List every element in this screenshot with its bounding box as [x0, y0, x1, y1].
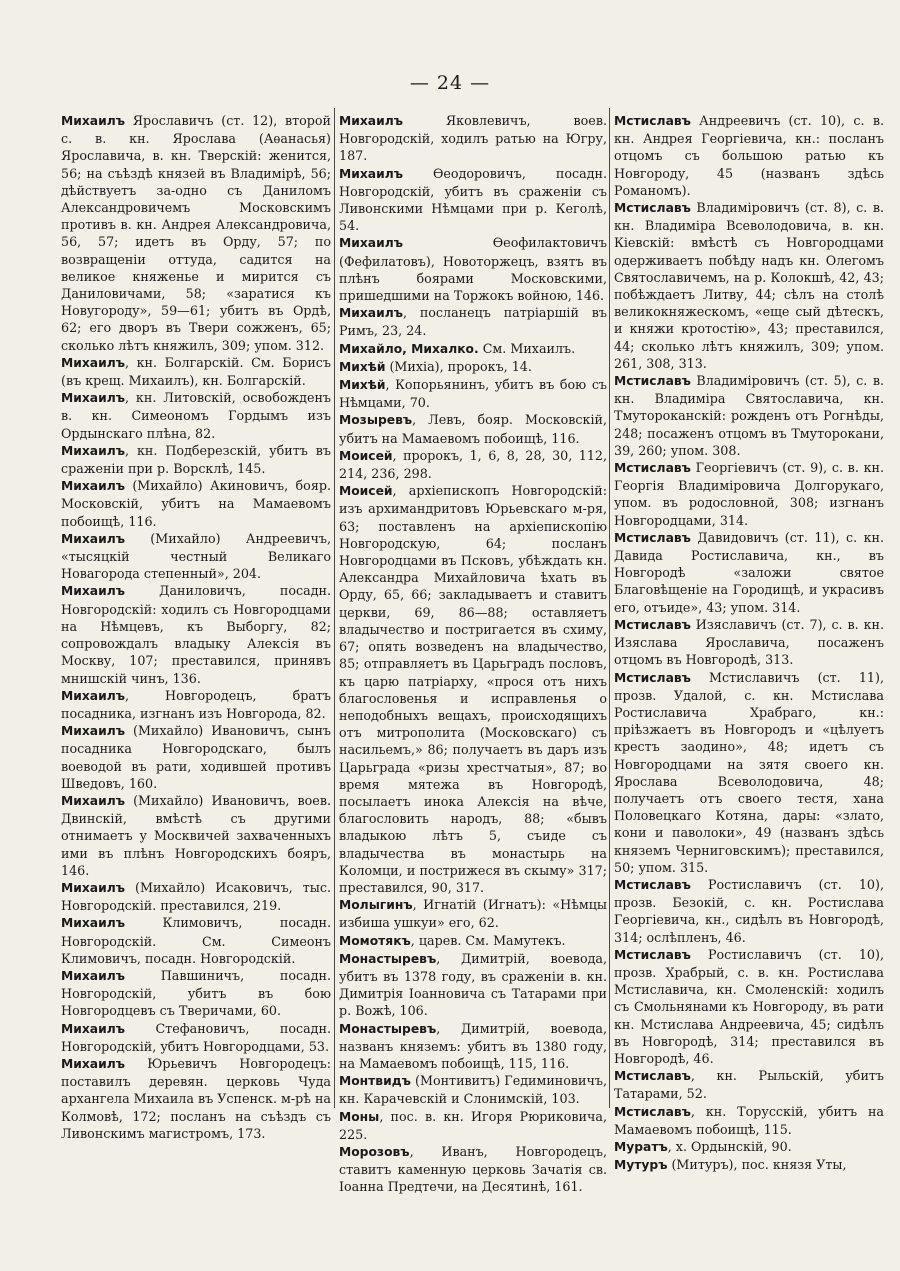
index-entry	[339, 376, 607, 411]
entry-headword: Мстиславъ	[614, 201, 691, 216]
entry-headword: Михаилъ	[61, 793, 125, 808]
entry-text: , пророкъ, 1, 6, 8, 28, 30, 112, 214, 236, 298.	[339, 447, 607, 482]
entry-headword: Михаилъ	[61, 584, 125, 599]
entry-headword: Михаилъ	[61, 114, 125, 128]
index-entry	[61, 442, 331, 477]
entry-headword: Михаилъ	[339, 114, 403, 128]
entry-headword: Михаилъ	[61, 355, 125, 370]
index-entry	[61, 354, 331, 389]
index-entry	[339, 447, 607, 482]
index-entry	[614, 199, 884, 372]
entry-text: , кн. Литовскій, освобожденъ в. кн. Симеономъ Гордымъ изъ Ордынскаго плѣна, 82.	[61, 390, 331, 441]
index-entry	[339, 304, 607, 339]
entry-headword: Михаилъ	[61, 724, 125, 739]
entry-text: Мстиславичъ (ст. 11), прозв. Удалой, с. кн. Мстислава Ростиславича Храбраго, кн.: пріѣзжаетъ въ Новгородъ и «цѣлуетъ крестъ заодино», 48; идетъ съ Новгородцами на зятя своего кн. Ярослава Всеволодовича, 48; получаетъ отъ своего тестя, хана Половецкаго Котяна, дары: «злато, кони и паволоки», 49 (названъ здѣсь княземъ Черниговскимъ); преставился, 50; упом. 315.	[614, 669, 884, 875]
entry-headword: Мстиславъ	[614, 114, 691, 128]
entry-headword: Мстиславъ	[614, 1069, 691, 1084]
index-entry	[614, 529, 884, 616]
entry-text: Георгіевичъ (ст. 9), с. в. кн. Георгія Владиміровича Долгорукаго, упом. въ родословной, 308; изгнанъ Новгородцами, 314.	[614, 460, 884, 528]
entry-headword: Михаилъ	[61, 968, 125, 983]
entry-text: (Михіа), пророкъ, 14.	[385, 358, 532, 374]
index-entry	[339, 411, 607, 446]
index-entry	[339, 950, 607, 1020]
entry-text: Климовичъ, посадн. Новгородскій. См. Симеонъ Климовичъ, посадн. Новгородскій.	[61, 915, 331, 966]
index-entry	[614, 459, 884, 529]
entry-headword: Мстиславъ	[614, 461, 691, 476]
entry-text: Даниловичъ, посадн. Новгородскій: ходилъ съ Новгородцами на Нѣмцевъ, къ Выборгу, 82; сопровождалъ владыку Алексія въ Москву, 107; преставился, принявъ мнишскій чинъ, 136.	[61, 583, 331, 686]
entry-text: , царев. См. Мамутекъ.	[410, 932, 566, 948]
index-entry	[61, 112, 331, 354]
index-entry	[339, 896, 607, 931]
index-entry	[614, 112, 884, 199]
entry-headword: Михаилъ	[61, 443, 125, 458]
index-entry	[61, 1055, 331, 1142]
index-entry	[339, 482, 607, 896]
entry-headword: Мстиславъ	[614, 877, 691, 892]
entry-headword: Монастыревъ	[339, 951, 437, 966]
entry-headword: Мозыревъ	[339, 413, 413, 428]
entry-headword: Михаилъ	[339, 166, 403, 181]
entry-text: , кн. Болгарскій. См. Борисъ (въ крещ. Михаилъ), кн. Болгарскій.	[61, 354, 331, 389]
entry-text: Стефановичъ, посадн. Новгородскій, убитъ Новгородцами, 53.	[61, 1020, 331, 1054]
index-entry	[614, 946, 884, 1067]
entry-text: Владиміровичъ (ст. 8), с. в. кн. Владиміра Всеволодовича, в. кн. Кіевскій: вмѣстѣ съ Новгородцами одерживаетъ побѣду надъ кн. Олегомъ Святославичемъ, на р. Колокшѣ, 42, 43; побѣждаетъ Литву, 44; сѣлъ на столѣ великокняжескомъ, «еще сый дѣтескъ, и княжи кротостію», 43; преставился, 44; сколько лѣтъ княжилъ, 309; упом. 261, 308, 313.	[614, 200, 884, 371]
entry-headword: Михаилъ	[61, 531, 125, 546]
entry-text: , кн. Рыльскій, убитъ Татарами, 52.	[614, 1068, 884, 1102]
index-entry	[61, 792, 331, 879]
entry-text: Ростиславичъ (ст. 10), прозв. Храбрый, с. в. кн. Ростислава Мстиславича, кн. Смоленскій: ходилъ съ Смольнянами къ Новгороду, въ рати кн. Мстислава Андреевича, 45; сидѣлъ въ Новгородѣ, 314; преставился въ Новгородѣ, 46.	[614, 946, 884, 1066]
entry-text: , пос. в. кн. Игоря Рюриковича, 225.	[339, 1108, 607, 1142]
entry-headword: Михаилъ	[61, 1021, 125, 1036]
entry-headword: Моисей	[339, 448, 393, 463]
entry-text: Ярославичъ (ст. 12), второй с. в. кн. Ярослава (Аѳанасья) Ярославича, в. кн. Тверскій: женится, 56; на съѣздѣ князей въ Владимірѣ, 56; дѣйствуетъ за-одно съ Даниломъ Александровичемъ Московскимъ противъ в. кн. Андрея Александровича, 56, 57; идетъ въ Орду, 57; по возвращеніи оттуда, садится на великое княженье и мирится съ Даниловичами, 58; «заратися къ Новугороду», 59—61; убитъ въ Ордѣ, 62; его дворъ въ Твери сожженъ, 65; сколько лѣтъ княжилъ, 309; упом. 312.	[61, 113, 331, 353]
entry-text: , архіепископъ Новгородскій: изъ архимандритовъ Юрьевскаго м-ря, 63; поставленъ на архіепископію Новгородскую, 64; посланъ Новгородцами въ Псковъ, убѣждать кн. Александра Михайловича ѣхать въ Орду, 65, 66; закладываетъ и ставитъ церкви, 69, 86—88; оставляетъ владычество и постригается въ схиму, 67; опять возведенъ на владычество, 85; отправляетъ въ Царьградъ пословъ, къ царю патріарху, «прося отъ нихъ благословенья и исправленья о неподобныхъ вещахъ, происходящихъ отъ митрополита (Московскаго) съ насильемъ,» 86; получаетъ въ даръ изъ Царьграда «ризы хрестчатыя», 87; во время мятежа въ Новгородѣ, посылаетъ инока Алексія на вѣче, благословить народъ, 88; «бывъ владыкою лѣтъ 5, съиде съ владычества въ монастырь на Коломци, и пострижеся въ скыму» 317; преставился, 90, 317.	[339, 483, 607, 895]
entry-text: (Монтивитъ) Гедиминовичъ, кн. Карачевскій и Слонимскій, 103.	[339, 1073, 607, 1107]
column-divider	[609, 108, 610, 1108]
index-column-1	[61, 112, 331, 1142]
entry-headword: Михаилъ	[339, 236, 403, 251]
entry-headword: Михаилъ	[339, 306, 403, 321]
index-entry	[339, 1108, 607, 1143]
entry-headword: Михаилъ	[61, 1056, 125, 1071]
entry-headword: Морозовъ	[339, 1144, 410, 1159]
entry-headword: Монтвидъ	[339, 1074, 411, 1089]
entry-text: Ѳеодоровичъ, посадн. Новгородскій, убитъ въ сраженіи съ Ливонскими Нѣмцами при р. Кеголѣ, 54.	[339, 165, 607, 234]
entry-headword: Молыгинъ	[339, 898, 413, 913]
entry-headword: Моны	[339, 1109, 380, 1124]
entry-headword: Михаилъ	[61, 479, 125, 494]
entry-text: , Димитрій, воевода, убитъ въ 1378 году, въ сраженіи в. кн. Димитрія Іоанновича съ Татарами при р. Вожѣ, 106.	[339, 950, 607, 1019]
index-entry	[614, 1156, 884, 1174]
entry-text: Павшиничъ, посадн. Новгородскій, убитъ въ бою Новгородцевъ съ Тверичами, 60.	[61, 967, 331, 1019]
index-column-3	[614, 112, 884, 1174]
entry-headword: Михаилъ	[61, 916, 125, 931]
entry-text: Давидовичъ (ст. 11), с. кн. Давида Ростиславича, кн., въ Новгородѣ «заложи святое Благовѣщеніе на Городищѣ, и украсивъ его, отъиде», 43; упом. 314.	[614, 529, 884, 615]
index-entry	[339, 234, 607, 304]
index-entry	[614, 669, 884, 876]
index-entry	[614, 1103, 884, 1138]
entry-text: (Михайло) Исаковичъ, тыс. Новгородскій. преставился, 219.	[61, 879, 331, 914]
entry-headword: Мстиславъ	[614, 947, 691, 962]
index-entry	[614, 616, 884, 669]
entry-headword: Мстиславъ	[614, 374, 691, 389]
entry-headword: Михѣй	[339, 359, 386, 374]
entry-headword: Михайло, Михалко.	[339, 341, 479, 356]
index-entry	[61, 582, 331, 686]
index-entry	[614, 1067, 884, 1102]
index-entry	[614, 372, 884, 459]
entry-headword: Мутуръ	[614, 1158, 668, 1173]
entry-headword: Михаилъ	[61, 391, 125, 406]
entry-text: Изяславичъ (ст. 7), с. в. кн. Изяслава Ярославича, посаженъ отцомъ въ Новгородѣ, 313.	[614, 616, 884, 668]
entry-text: Юрьевичъ Новгородецъ: поставилъ деревян. церковь Чуда архангела Михаила въ Успенск. м-рѣ на Колмовѣ, 172; посланъ на съѣздъ съ Ливонскимъ магистромъ, 173.	[61, 1055, 331, 1141]
index-entry	[339, 1143, 607, 1196]
entry-text: Владиміровичъ (ст. 5), с. в. кн. Владиміра Святославича, кн. Тмутороканскій: рожденъ отъ Рогнѣды, 248; посаженъ отцомъ въ Тмуторокани, 39, 260; упом. 308.	[614, 373, 884, 458]
entry-text: , Игнатій (Игнатъ): «Нѣмцы избиша ушкуи» его, 62.	[339, 897, 607, 931]
column-divider	[334, 108, 335, 1108]
entry-text: (Михайло) Акиновичъ, бояр. Московскій, убитъ на Мамаевомъ побоищѣ, 116.	[61, 478, 331, 529]
index-entry	[339, 340, 607, 358]
entry-text: См. Михаилъ.	[478, 340, 576, 356]
entry-text: , Новгородецъ, братъ посадника, изгнанъ изъ Новгорода, 82.	[61, 687, 331, 721]
index-entry	[61, 477, 331, 530]
entry-headword: Михаилъ	[61, 688, 125, 703]
entry-headword: Муратъ	[614, 1139, 668, 1154]
entry-text: Яковлевичъ, воев. Новгородскій, ходилъ ратью на Югру, 187.	[339, 113, 607, 164]
index-entry	[61, 530, 331, 583]
index-entry	[339, 1020, 607, 1073]
entry-text: , Иванъ, Новгородецъ, ставитъ каменную церковь Зачатія св. Іоанна Предтечи, на Десятинѣ, 161.	[339, 1143, 607, 1195]
index-entry	[61, 914, 331, 967]
index-entry	[61, 967, 331, 1020]
entry-text: (Митуръ), пос. князя Уты,	[667, 1157, 847, 1173]
entry-headword: Михѣй	[339, 378, 386, 393]
page-number: — 24 —	[409, 72, 491, 94]
index-entry	[339, 1072, 607, 1107]
entry-headword: Мстиславъ	[614, 530, 691, 545]
entry-text: (Михайло) Ивановичъ, сынъ посадника Новгородскаго, былъ воеводой въ рати, ходившей противъ Шведовъ, 160.	[61, 723, 331, 791]
entry-text: , х. Ордынскій, 90.	[667, 1138, 792, 1154]
entry-text: (Михайло) Андреевичъ, «тысяцкій честный Великаго Новагорода степенный», 204.	[61, 530, 331, 582]
index-entry	[61, 389, 331, 442]
entry-headword: Монастыревъ	[339, 1021, 437, 1036]
index-entry	[61, 722, 331, 792]
entry-text: Андреевичъ (ст. 10), с. в. кн. Андрея Георгіевича, кн.: посланъ отцомъ съ большою ратью къ Новгороду, 45 (названъ здѣсь Романомъ).	[614, 113, 884, 198]
entry-text: , Левъ, бояр. Московскій, убитъ на Мамаевомъ побоищѣ, 116.	[339, 412, 607, 446]
entry-headword: Михаилъ	[61, 880, 125, 895]
index-entry	[61, 1020, 331, 1055]
index-entry	[61, 879, 331, 914]
entry-text: , кн. Подберезскій, убитъ въ сраженіи при р. Ворсклѣ, 145.	[61, 442, 331, 477]
index-entry	[339, 165, 607, 235]
index-entry	[339, 112, 607, 165]
entry-text: (Михайло) Ивановичъ, воев. Двинскій, вмѣстѣ съ другими отнимаетъ у Москвичей захваченныхъ ими въ плѣнъ Новгородскихъ бояръ, 146.	[61, 792, 331, 878]
entry-headword: Моисей	[339, 484, 393, 499]
index-entry	[339, 932, 607, 950]
entry-text: , Копорьянинъ, убитъ въ бою съ Нѣмцами, 70.	[339, 377, 607, 411]
entry-headword: Мстиславъ	[614, 1104, 691, 1119]
index-column-2	[339, 112, 607, 1196]
entry-headword: Момотякъ	[339, 933, 411, 948]
entry-headword: Мстиславъ	[614, 670, 691, 685]
entry-headword: Мстиславъ	[614, 617, 691, 632]
index-entry	[614, 876, 884, 946]
entry-text: , кн. Торусскій, убитъ на Мамаевомъ побоищѣ, 115.	[614, 1103, 884, 1137]
index-entry	[339, 358, 607, 376]
index-entry	[61, 687, 331, 722]
entry-text: , посланецъ патріаршій въ Римъ, 23, 24.	[339, 305, 607, 339]
index-entry	[614, 1138, 884, 1156]
entry-text: Ѳеофилактовичъ (Фефилатовъ), Новоторжецъ, взятъ въ плѣнъ боярами Московскими, пришедшими на Торжокъ войною, 146.	[339, 235, 607, 304]
entry-text: Ростиславичъ (ст. 10), прозв. Безокій, с. кн. Ростислава Георгіевича, кн., сидѣлъ въ Новгородѣ, 314; ослѣпленъ, 46.	[614, 876, 884, 945]
entry-text: , Димитрій, воевода, названъ княземъ: убитъ въ 1380 году, на Мамаевомъ побоищѣ, 115, 116.	[339, 1020, 607, 1071]
